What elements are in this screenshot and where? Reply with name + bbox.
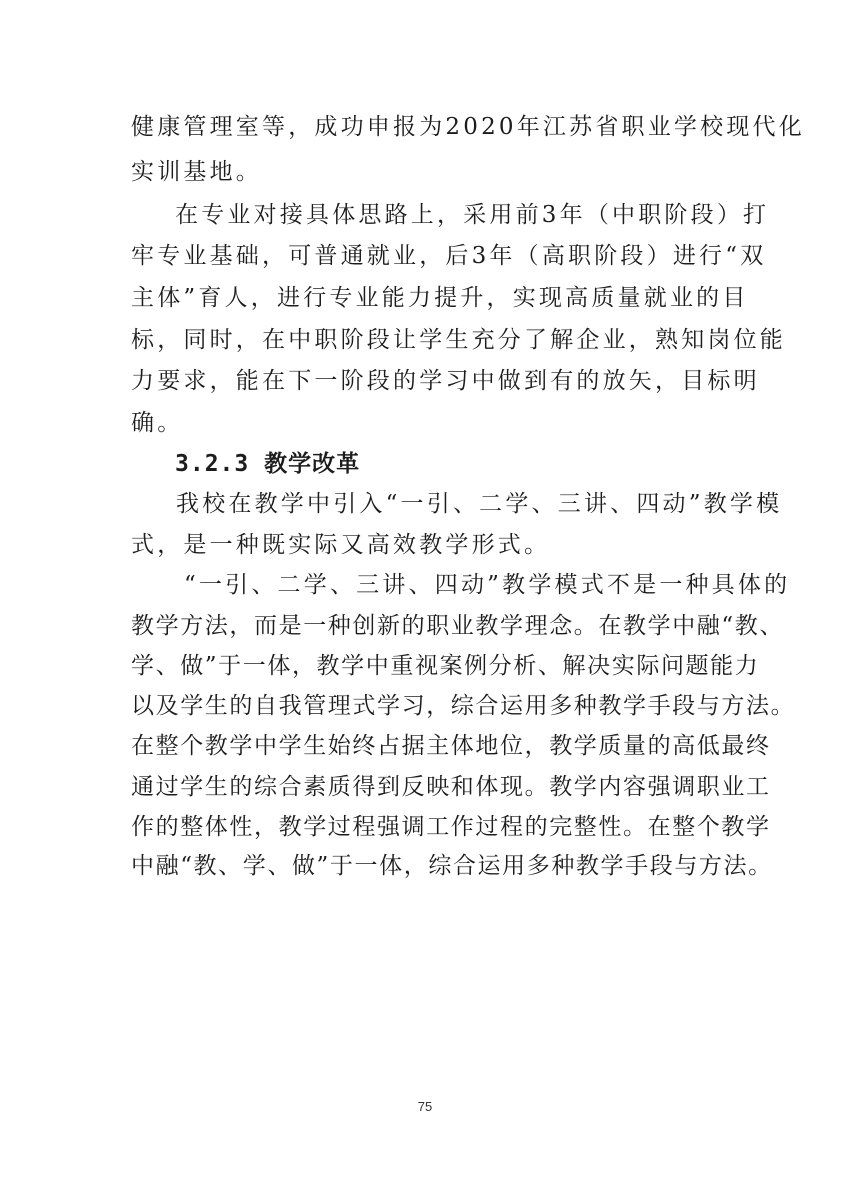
page-number: 75 bbox=[417, 1099, 433, 1114]
paragraph-2-line-4: 标，同时，在中职阶段让学生充分了解企业，熟知岗位能 bbox=[131, 327, 786, 353]
paragraph-2-line-6: 确。 bbox=[131, 410, 184, 436]
paragraph-4-line-7: 作的整体性，教学过程强调工作过程的完整性。在整个教学 bbox=[131, 814, 771, 840]
paragraph-4-line-6: 通过学生的综合素质得到反映和体现。教学内容强调职业工 bbox=[131, 774, 771, 800]
section-heading: 3.2.3 教学改革 bbox=[175, 451, 361, 477]
paragraph-2-line-3: 主体”育人，进行专业能力提升，实现高质量就业的目 bbox=[131, 285, 749, 311]
paragraph-4-line-4: 以及学生的自我管理式学习，综合运用多种教学手段与方法。 bbox=[131, 693, 796, 719]
paragraph-2-line-5: 力要求，能在下一阶段的学习中做到有的放矢，目标明 bbox=[131, 368, 760, 394]
paragraph-3-line-2: 式，是一种既实际又高效教学形式。 bbox=[131, 532, 551, 558]
paragraph-2-line-2: 牢专业基础，可普通就业，后3年（高职阶段）进行“双 bbox=[131, 243, 767, 269]
paragraph-1-line-2: 实训基地。 bbox=[131, 159, 262, 185]
paragraph-2-line-1: 在专业对接具体思路上，采用前3年（中职阶段）打 bbox=[175, 202, 770, 228]
paragraph-4-line-3: 学、做”于一体，教学中重视案例分析、解决实际问题能力 bbox=[131, 653, 760, 679]
paragraph-3-line-1: 我校在教学中引入“一引、二学、三讲、四动”教学模 bbox=[176, 491, 783, 517]
paragraph-4-line-1: “一引、二学、三讲、四动”教学模式不是一种具体的 bbox=[184, 572, 791, 598]
paragraph-4-line-5: 在整个教学中学生始终占据主体地位，教学质量的高低最终 bbox=[131, 733, 771, 759]
paragraph-1-line-1: 健康管理室等，成功申报为2020年江苏省职业学校现代化 bbox=[131, 114, 805, 140]
paragraph-4-line-8: 中融“教、学、做”于一体，综合运用多种教学手段与方法。 bbox=[131, 853, 773, 879]
paragraph-4-line-2: 教学方法，而是一种创新的职业教学理念。在教学中融“教、 bbox=[131, 613, 784, 639]
